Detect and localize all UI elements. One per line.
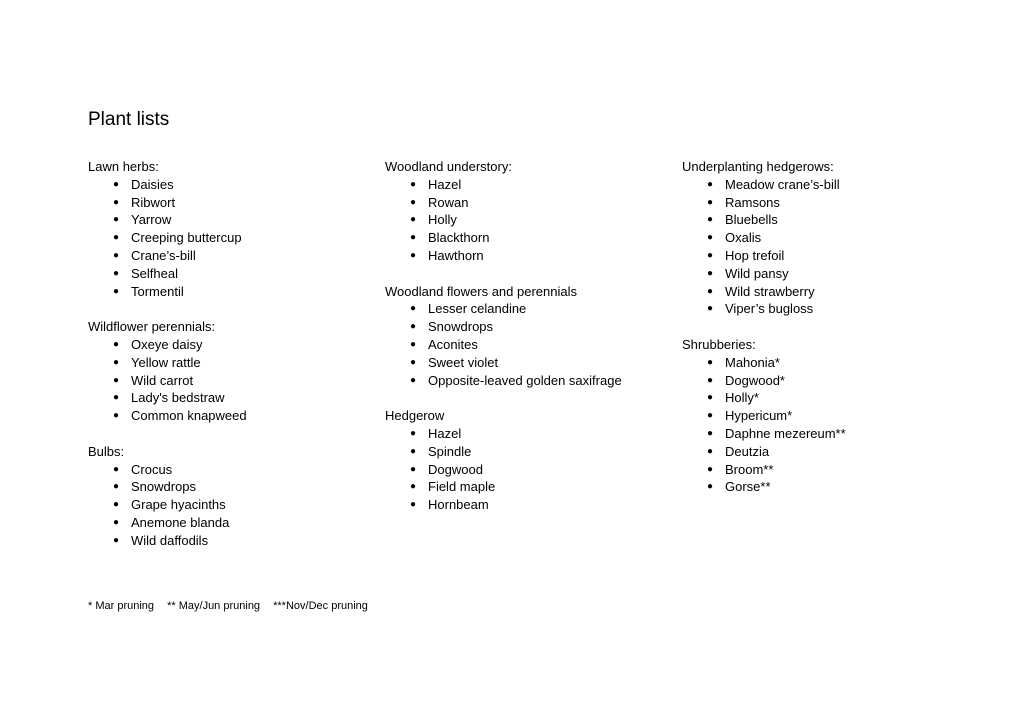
bullet-icon: ● [113,249,120,261]
bullet-icon: ● [410,374,417,386]
bullet-icon: ● [113,214,120,226]
list-item [88,496,378,514]
bullet-icon: ● [113,232,120,244]
list-item [88,389,378,407]
list-item [682,478,972,496]
list-item [385,372,675,390]
plant-section [385,283,675,390]
list-item [682,443,972,461]
plant-list [682,176,972,318]
plant-section [682,158,972,318]
bullet-icon: ● [113,196,120,208]
plant-name: Ribwort [131,194,176,210]
section-heading: Wildflower perennials: [88,319,216,335]
bullet-icon: ● [707,392,714,404]
list-item [385,354,675,372]
bullet-icon: ● [707,481,714,493]
plant-name: Bluebells [725,212,778,228]
list-item [88,532,378,550]
list-item [385,336,675,354]
list-item [385,194,675,212]
plant-name: Creeping buttercup [131,230,242,246]
plant-section [88,158,378,300]
bullet-icon: ● [113,499,120,511]
section-heading: Lawn herbs: [88,159,159,174]
plant-section [385,158,675,265]
list-item [88,229,378,247]
plant-section [88,318,378,425]
plant-section [682,336,972,496]
plant-name: Oxalis [725,230,762,246]
plant-name: Broom** [725,461,774,477]
plant-name: Crocus [131,461,173,477]
list-item [385,318,675,336]
list-item [88,176,378,194]
bullet-icon: ● [707,427,714,439]
list-item [682,283,972,301]
list-item [88,372,378,390]
plant-name: Snowdrops [131,479,197,495]
list-item [88,461,378,479]
section-heading: Shrubberies: [682,336,756,352]
plant-list [385,425,675,514]
bullet-icon: ● [707,303,714,315]
bullet-icon: ● [113,463,120,475]
bullet-icon: ● [113,481,120,493]
plant-name: Lesser celandine [428,301,527,317]
bullet-icon: ● [410,196,417,208]
plant-name: Holly* [725,390,759,406]
list-item [88,354,378,372]
plant-name: Opposite-leaved golden saxifrage [428,372,622,388]
list-item [385,300,675,318]
section-heading: Hedgerow [385,408,445,424]
plant-name: Oxeye daisy [131,336,203,352]
list-item [682,425,972,443]
bullet-icon: ● [410,303,417,315]
list-item [88,247,378,265]
bullet-icon: ● [707,249,714,261]
list-item [682,229,972,247]
list-item [682,389,972,407]
plant-list [88,336,378,425]
list-item [682,194,972,212]
bullet-icon: ● [707,374,714,386]
bullet-icon: ● [113,178,120,190]
section-heading: Bulbs: [88,443,125,459]
plant-name: Spindle [428,443,472,459]
bullet-icon: ● [410,214,417,226]
plant-name: Hazel [428,176,462,192]
list-item [682,300,972,318]
plant-name: Crane’s-bill [131,247,196,263]
footnote-may-jun-pruning: ** May/Jun pruning [167,600,261,612]
list-item [385,443,675,461]
list-item [88,336,378,354]
bullet-icon: ● [113,285,120,297]
section-heading: Woodland understory: [385,159,512,174]
plant-name: Hawthorn [428,247,484,263]
bullet-icon: ● [707,410,714,422]
plant-name: Hazel [428,425,462,441]
bullet-icon: ● [410,356,417,368]
plant-list [682,354,972,496]
bullet-icon: ● [707,267,714,279]
plant-name: Grape hyacinths [131,497,226,513]
list-item [682,247,972,265]
plant-name: Snowdrops [428,319,494,335]
bullet-icon: ● [707,232,714,244]
list-item [682,176,972,194]
bullet-icon: ● [410,481,417,493]
plant-name: Common knapweed [131,408,247,424]
list-item [385,229,675,247]
plant-name: Anemone blanda [131,514,230,530]
plant-column-2 [385,158,675,532]
bullet-icon: ● [707,285,714,297]
bullet-icon: ● [113,267,120,279]
list-item [385,425,675,443]
plant-name: Dogwood [428,461,483,477]
list-item [682,407,972,425]
plant-name: Aconites [428,336,478,352]
plant-name: Dogwood* [725,372,785,388]
plant-name: Sweet violet [428,354,499,370]
list-item [682,461,972,479]
plant-section [385,407,675,514]
plant-name: Viper’s bugloss [725,301,814,317]
plant-name: Holly [428,212,457,228]
plant-section [88,443,378,550]
plant-name: Tormentil [131,283,184,299]
plant-list [385,300,675,389]
plant-name: Daisies [131,176,174,192]
bullet-icon: ● [707,463,714,475]
list-item [88,265,378,283]
plant-list [88,176,378,301]
bullet-icon: ● [113,338,120,350]
list-item [88,407,378,425]
plant-name: Wild strawberry [725,283,815,299]
list-item [88,211,378,229]
plant-name: Yellow rattle [131,354,201,370]
plant-name: Daphne mezereum** [725,425,846,441]
footnote-mar-pruning: * Mar pruning [88,600,155,612]
list-item [385,211,675,229]
plant-column-3 [682,158,972,514]
footnote-nov-dec-pruning: ***Nov/Dec pruning [273,600,368,612]
list-item [682,265,972,283]
bullet-icon: ● [410,499,417,511]
bullet-icon: ● [707,214,714,226]
list-item [682,354,972,372]
bullet-icon: ● [410,445,417,457]
list-item [88,283,378,301]
bullet-icon: ● [410,338,417,350]
list-item [88,514,378,532]
plant-name: Field maple [428,479,496,495]
plant-name: Mahonia* [725,354,780,370]
bullet-icon: ● [707,178,714,190]
plant-name: Lady's bedstraw [131,390,225,406]
page-title: Plant lists [88,109,170,130]
list-item [385,478,675,496]
section-heading: Woodland flowers and perennials [385,283,577,299]
bullet-icon: ● [410,232,417,244]
bullet-icon: ● [410,249,417,261]
plant-name: Wild pansy [725,265,789,281]
plant-name: Gorse** [725,479,771,495]
plant-name: Wild daffodils [131,532,209,548]
plant-name: Hop trefoil [725,247,785,263]
plant-name: Deutzia [725,443,770,459]
list-item [88,478,378,496]
plant-name: Hornbeam [428,497,489,513]
bullet-icon: ● [113,410,120,422]
list-item [385,247,675,265]
list-item [682,372,972,390]
bullet-icon: ● [113,534,120,546]
bullet-icon: ● [113,516,120,528]
bullet-icon: ● [113,356,120,368]
pruning-footnote [88,599,378,613]
plant-name: Hypericum* [725,408,793,424]
plant-column-1 [88,158,378,567]
bullet-icon: ● [410,178,417,190]
plant-name: Yarrow [131,212,172,228]
bullet-icon: ● [410,321,417,333]
list-item [385,496,675,514]
bullet-icon: ● [113,392,120,404]
bullet-icon: ● [410,427,417,439]
bullet-icon: ● [707,445,714,457]
list-item [88,194,378,212]
plant-list [88,461,378,550]
bullet-icon: ● [707,356,714,368]
plant-name: Selfheal [131,265,178,281]
plant-name: Meadow crane’s-bill [725,176,840,192]
plant-name: Wild carrot [131,372,194,388]
plant-name: Ramsons [725,194,780,210]
list-item [385,176,675,194]
bullet-icon: ● [113,374,120,386]
section-heading: Underplanting hedgerows: [682,159,834,174]
plant-list [385,176,675,265]
bullet-icon: ● [707,196,714,208]
plant-name: Blackthorn [428,230,490,246]
plant-name: Rowan [428,194,469,210]
list-item [682,211,972,229]
list-item [385,461,675,479]
bullet-icon: ● [410,463,417,475]
